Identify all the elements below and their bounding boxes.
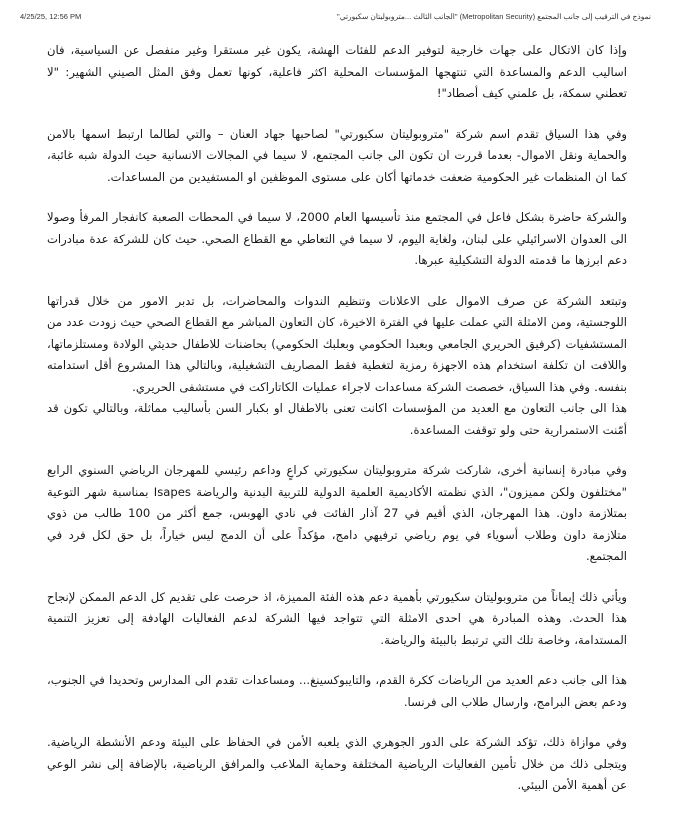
- paragraph-8: هذا الى جانب دعم العديد من الرياضات ككرة القدم، والتايبوكسينغ... ومساعدات تقدم الى المدارس وتحديدا في الجنوب، ودعم بعض البرامج، وارسال طلاب الى فرنسا.: [47, 673, 627, 709]
- paragraph-2: وفي هذا السياق تقدم اسم شركة "متروبوليتان سكيورتي" لصاحبها جهاد العنان – والتي لطالما ارتبط اسمها بالامن والحماية ونقل الاموال- بعدما قررت ان تكون الى جانب المجتمع، لا سيما في المجالات الانسانية حيث الدولة شبه غائبة، كما ان المنظمات غير الحكومية ضعفت خدماتها أكان على مستوى الموظفين او المستفيدين من المساعدات.: [47, 126, 627, 184]
- paragraph-7: ويأتي ذلك إيماناً من متروبوليتان سكيورتي بأهمية دعم هذه الفئة المميزة، اذ حرصت على تقديم كل الدعم الممكن لإنجاح هذا الحدث. وهذه المبادرة هي احدى الامثلة التي تتواجد فيها الشركة لدعم الفعاليات الهادفة إلى تعزيز التنمية المستدامة، وخاصة تلك التي ترتبط بالبيئة والرياضة.: [47, 589, 627, 647]
- print-header: [12, 12, 661, 26]
- paragraph-4: وتبتعد الشركة عن صرف الاموال على الاعلانات وتنظيم الندوات والمحاضرات، بل تدبر الامور من خلال قدراتها اللوجستية، ومن الامثلة التي عملت عليها في الفترة الاخيرة، كان التعاون المباشر مع القطاع الصحي حيث زودت عدد من المستشفيات (كرفيق الحريري الجامعي وبعبدا الحكومي وبعلبك الحكومي) بحاضنات للاطفال حديثي الولادة ومستلزماتها، واللافت ان تكلفة استخدام هذه الاجهزة رمزية لتغطية فقط المصاريف التشغيلية، وبالتالي هذا المشروع أقل استدامته بنفسه. وفي هذا السياق، خصصت الشركة مساعدات لاجراء عمليات الكاتاراكت في مستشفى الحريري.: [47, 293, 627, 394]
- paragraph-1: وإذا كان الاتكال على جهات خارجية لتوفير الدعم للفئات الهشة، يكون غير مستقرا وغير منفصل عن السياسية، فان اساليب الدعم والمساعدة التي تنتهجها المؤسسات المحلية اكثر فاعلية، كونها تعمل وفق المثل الصيني الشهير: "لا تعطني سمكة، بل علمني كيف أصطاد"!: [47, 43, 627, 100]
- paragraph-5: هذا الى جانب التعاون مع العديد من المؤسسات اكانت تعنى بالاطفال او بكبار السن بأساليب مماثلة، وبالتالي تكون قد أمّنت الاستمرارية حتى ولو توقفت المساعدة.: [47, 401, 627, 437]
- article-body: [47, 40, 627, 816]
- paragraph-3: والشركة حاضرة بشكل فاعل في المجتمع منذ تأسيسها العام 2000، لا سيما في المحطات الصعبة كانفجار المرفأ وصولا الى العدوان الاسرائيلي على لبنان، ولغاية اليوم، لا سيما في التعاطي مع القطاع الصحي. حيث كان للشركة عدة مبادرات دعم ابرزها ما قدمته الدولة التشكيلية عبرها.: [47, 210, 627, 267]
- print-date: 4/25/25, 12:56 PM: [20, 12, 82, 21]
- paragraph-6: وفي مبادرة إنسانية أخرى، شاركت شركة متروبوليتان سكيورتي كراعٍ وداعم رئيسي للمهرجان الرياضي السنوي الرابع "مختلفون ولكن مميزون"، الذي نظمته الأكاديمية العلمية الدولية للتربية البدنية والرياضة Isapes بمناسبة شهر التوعية بمتلازمة داون. هذا المهرجان، الذي أقيم في 27 آذار الفائت في نادي الهوبس، جمع أكثر من 100 طالب من ذوي متلازمة داون وطلاب أسوياء في يوم رياضي ترفيهي دامج، مؤكداً على أن الدمج ليس خياراً، بل حق لكل فرد في المجتمع.: [47, 463, 627, 563]
- paragraph-9: وفي موازاة ذلك، تؤكد الشركة على الدور الجوهري الذي يلعبه الأمن في الحفاظ على البيئة ودعم الأنشطة الرياضية. ويتجلى ذلك من خلال تأمين الفعاليات الرياضية المختلفة وحماية الملاعب والمرافق الرياضية، بالإضافة إلى نشر الوعي عن أهمية الأمن البيئي.: [47, 735, 627, 792]
- print-page-title: نموذج في الترقيب إلى جانب المجتمع (Metropolitan Security) "الجانب الثالث ...متروبوليتان سكيورتي": [337, 12, 651, 21]
